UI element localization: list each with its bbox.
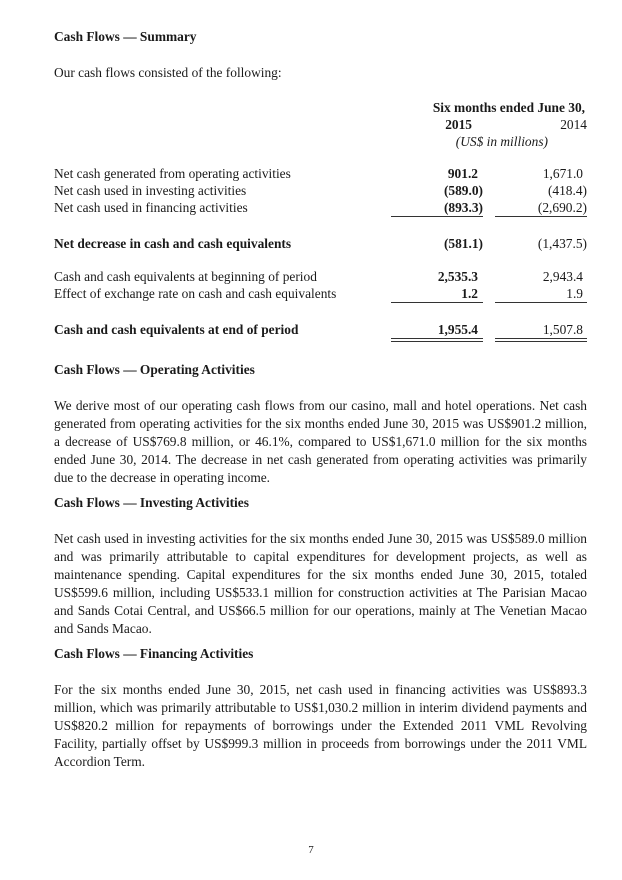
financing-body: For the six months ended June 30, 2015, net cash used in financing activities was US$893.3 million, which was primarily attributable to US$1,030.2 million in interim dividend payments and US$820.2 million for repayments of borrowings under the Extended 2011 VML Revolving Facility, partially offset by US$999.3 million in proceeds from borrowings under the 2011 VML Accordion Term. xyxy=(54,682,587,769)
total-double-rule-2014 xyxy=(495,338,587,342)
summary-heading: Cash Flows — Summary xyxy=(54,29,197,44)
value-2014-ending-cash: 1,507.8 xyxy=(542,322,583,337)
subtotal-rule-2015 xyxy=(391,216,483,217)
operating-heading: Cash Flows — Operating Activities xyxy=(54,362,255,377)
summary-intro: Our cash flows consisted of the following: xyxy=(54,65,282,80)
row-label-operating: Net cash generated from operating activities xyxy=(54,166,291,181)
value-2014-operating: 1,671.0 xyxy=(542,166,583,181)
row-label-investing: Net cash used in investing activities xyxy=(54,183,247,198)
investing-paragraph xyxy=(54,530,587,638)
financing-paragraph xyxy=(54,681,587,771)
row-label-financing: Net cash used in financing activities xyxy=(54,200,248,215)
year-current-header: 2015 xyxy=(445,117,472,132)
year-prior-header: 2014 xyxy=(560,117,587,132)
value-2014-fx-effect: 1.9 xyxy=(566,286,583,301)
row-label-ending-cash: Cash and cash equivalents at end of period xyxy=(54,322,299,337)
value-2015-beginning-cash: 2,535.3 xyxy=(437,269,478,284)
value-2014-financing: (2,690.2) xyxy=(537,200,587,215)
page-number: 7 xyxy=(308,844,314,856)
value-2015-investing: (589.0) xyxy=(443,183,483,198)
units-label: (US$ in millions) xyxy=(455,134,548,149)
subtotal-rule-2-2015 xyxy=(391,302,483,303)
total-double-rule-2015 xyxy=(391,338,483,342)
value-2015-operating: 901.2 xyxy=(447,166,478,181)
financing-heading: Cash Flows — Financing Activities xyxy=(54,646,254,661)
value-2014-investing: (418.4) xyxy=(547,183,587,198)
value-2015-net-decrease: (581.1) xyxy=(443,236,483,251)
row-label-beginning-cash: Cash and cash equivalents at beginning of period xyxy=(54,269,317,284)
value-2015-financing: (893.3) xyxy=(443,200,483,215)
investing-body: Net cash used in investing activities for the six months ended June 30, 2015 was US$589.0 million and was primarily attributable to capital expenditures for development projects, as well as maintenance spending. Capital expenditures for the six months ended June 30, 2015, totaled US$599.6 million, including US$533.1 million for construction activities at The Parisian Macao and Sands Cotai Central, and US$66.5 million for our operations, mainly at The Venetian Macao and Sands Macao. xyxy=(54,531,587,636)
period-header: Six months ended June 30, xyxy=(432,100,585,115)
value-2015-fx-effect: 1.2 xyxy=(461,286,478,301)
subtotal-rule-2014 xyxy=(495,216,587,217)
value-2015-ending-cash: 1,955.4 xyxy=(437,322,478,337)
operating-body: We derive most of our operating cash flows from our casino, mall and hotel operations. Net cash generated from operating activities for the six months ended June 30, 2015 was US$901.2 million, a decrease of US$769.8 million, or 46.1%, compared to US$1,671.0 million for the six months ended June 30, 2014. The decrease in net cash generated from operating activities was primarily due to the decrease in operating income. xyxy=(54,398,587,485)
investing-heading: Cash Flows — Investing Activities xyxy=(54,495,249,510)
value-2014-net-decrease: (1,437.5) xyxy=(537,236,587,251)
subtotal-rule-2-2014 xyxy=(495,302,587,303)
operating-paragraph xyxy=(54,397,587,487)
row-label-net-decrease: Net decrease in cash and cash equivalents xyxy=(54,236,292,251)
row-label-fx-effect: Effect of exchange rate on cash and cash equivalents xyxy=(54,286,337,301)
value-2014-beginning-cash: 2,943.4 xyxy=(542,269,583,284)
